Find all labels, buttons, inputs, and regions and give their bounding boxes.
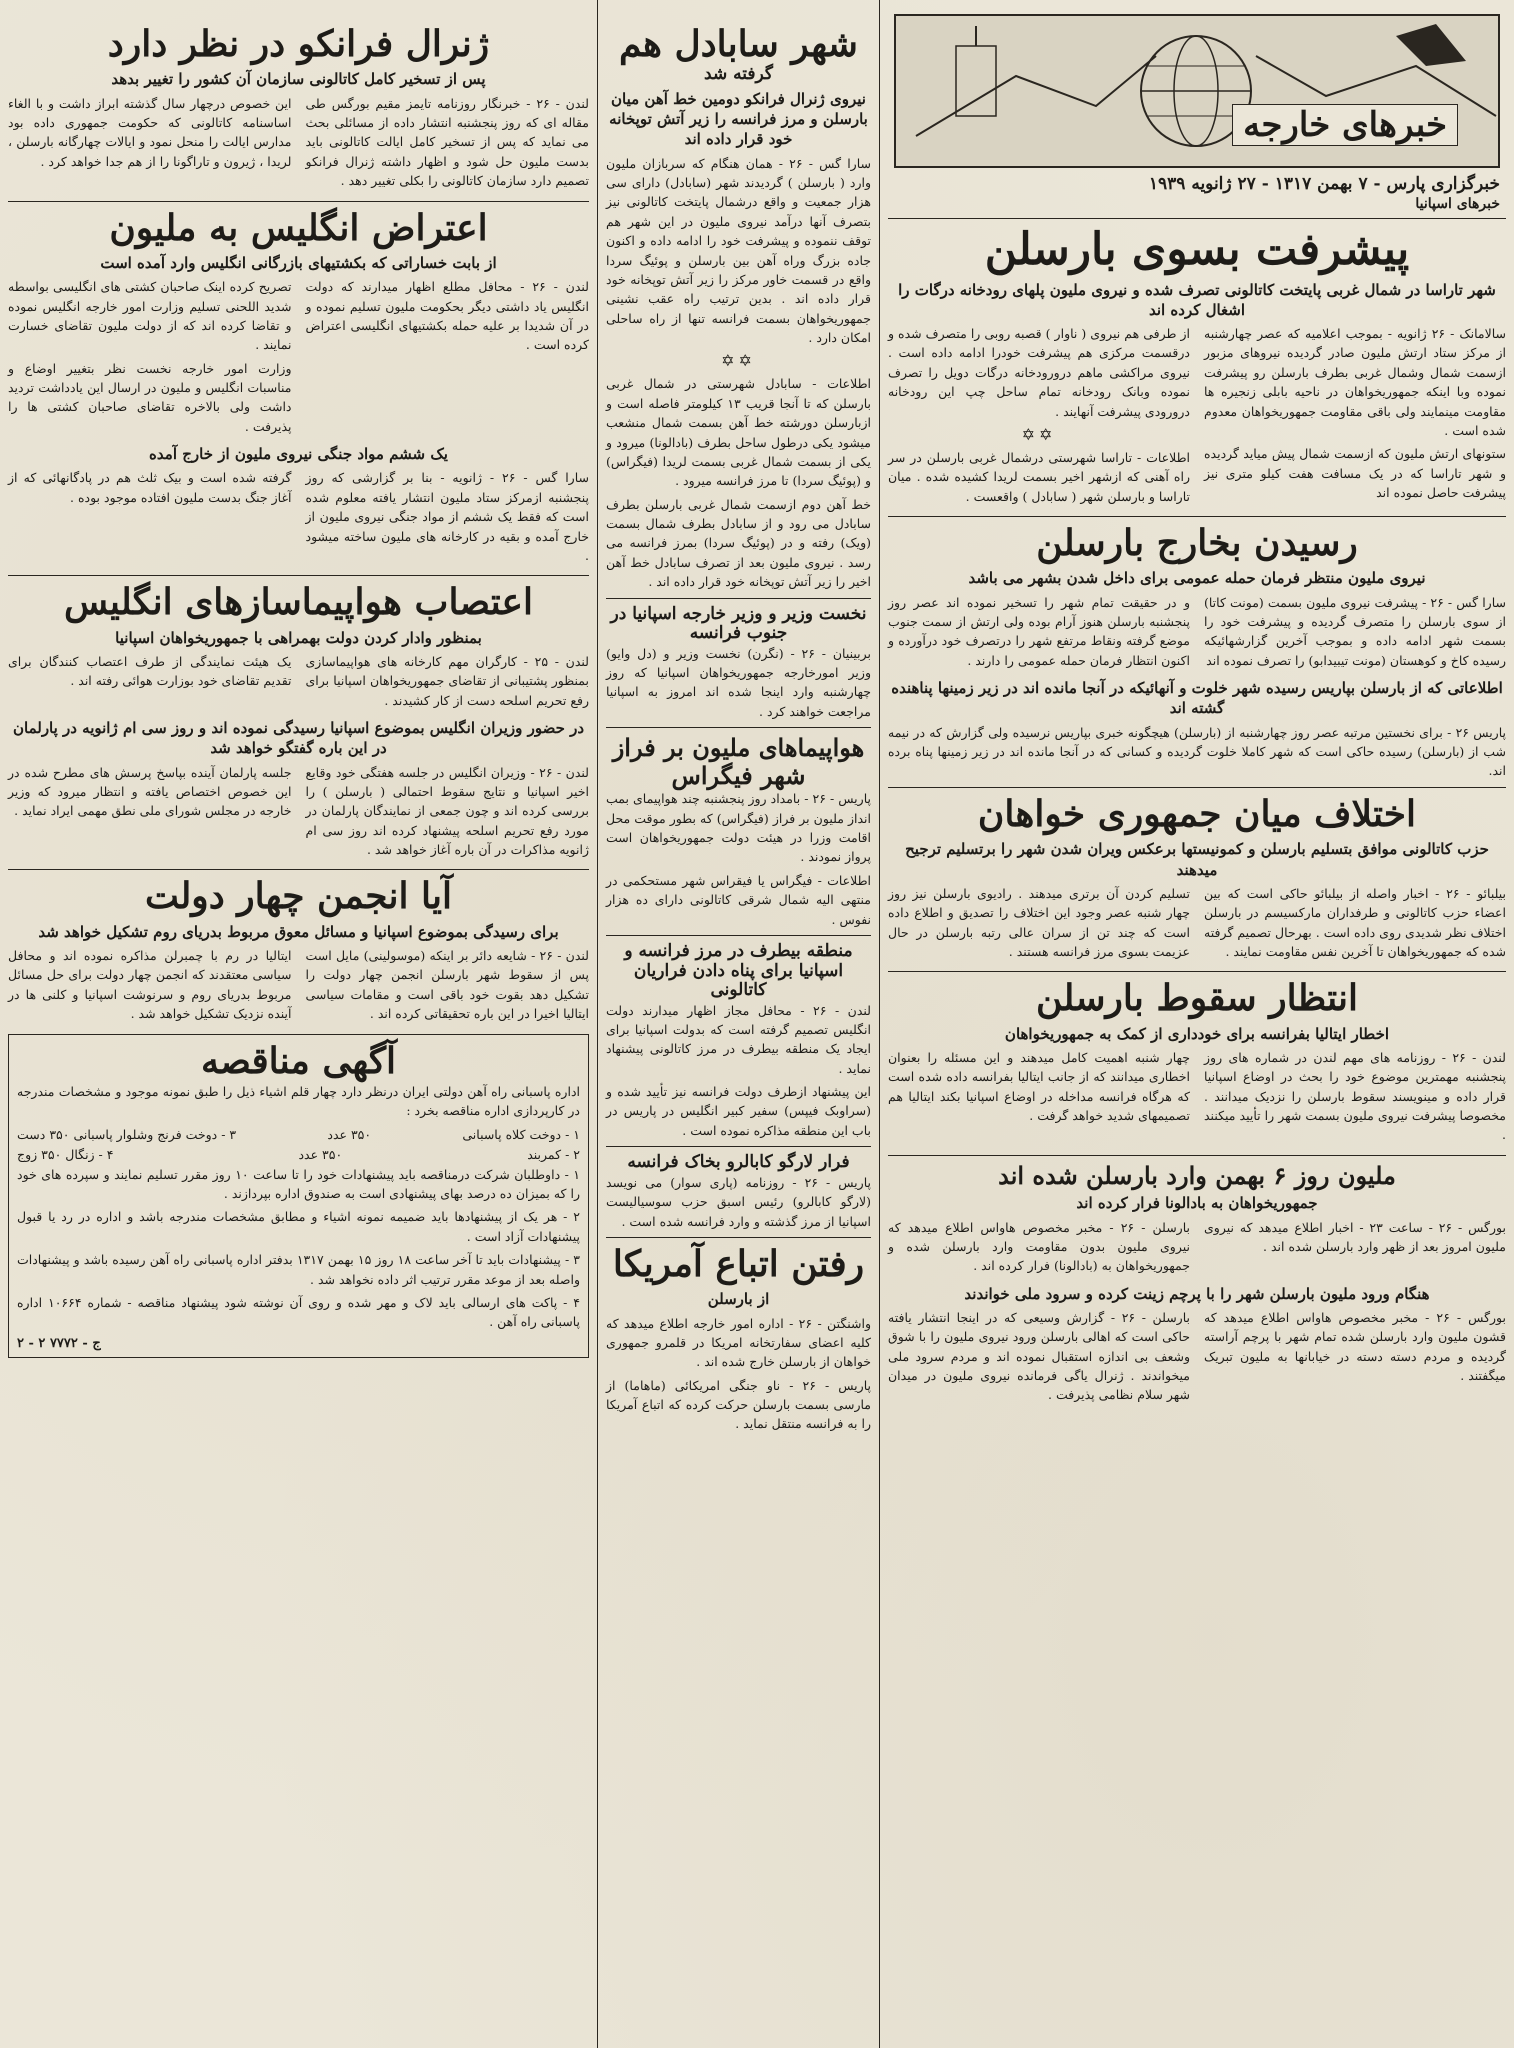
- right-column: [880, 0, 1514, 2048]
- article-subheadline: نیروی ژنرال فرانکو دومین خط آهن میان بارسلن و مرز فرانسه را زیر آتش توپخانه خود قرار داده اند: [609, 89, 868, 149]
- notice-item: ۲ - کمربند: [527, 1146, 580, 1162]
- article-subheadline: نیروی ملیون منتظر فرمان حمله عمومی برای داخل شدن بشهر می باشد: [968, 569, 1426, 588]
- article-subheadline: بمنظور وادار کردن دولت بهمراهی با جمهوریخواهان اسپانیا: [115, 628, 482, 647]
- paragraph: ۱ - داوطلبان شرکت درمناقصه باید پیشنهادات خود را تا ساعت ۱۰ روز مقرر تسلیم نمایند و سپرده های خود را که بمیزان ده درصد بهای پیشنهادی است به صندوق اداره بپردازند .: [17, 1166, 581, 1202]
- paragraph: پاریس ۲۶ - برای نخستین مرتبه عصر روز چهارشنبه از (بارسلن) هیچگونه خبری بپاریس نرسیده ولی گزارش که در نیمه شب از (بارسلن) رسیده حاکی است که شهر کاملا خلوت گردیده و کسانی که در آنجا مانده اند در زیر زمینها پناه برده اند.: [888, 724, 1506, 779]
- notice-intro: اداره پاسبانی راه آهن دولتی ایران درنظر دارد چهار قلم اشیاء ذیل را طبق نمونه موجود و مشخصات مندرجه در کارپردازی اداره مناقصه بخرد :: [17, 1083, 580, 1119]
- paragraph: سارا گس - ۲۶ - همان هنگام که سربازان ملیون وارد ( بارسلن ) گردیدند شهر (سابادل) دارای سی هزار جمعیت و واقع درشمال پایتخت کاتالونی نیز بتصرف آنها درآمد نیروی ملیون در این شهر هم توقف ننموده و پیشرفت خود را ادامه داده و اکنون جاده بزرگ وراه آهن بین بارسلن و پوئیگ سردا واقع در قسمت خاور مرکز را زیر آتش توپخانه خود قرار داده اند . بدین ترتیب راه عقب نشینی جمهوریخواهان بسمت فرانسه تنها از راه ساحلی امکان دارد .: [606, 155, 871, 346]
- paragraph: ۲ - هر یک از پیشنهادها باید ضمیمه نمونه اشیاء و مطابق مشخصات مندرجه باشد و اداره در رد یا قبول پیشنهادات آزاد است .: [17, 1209, 580, 1244]
- divider: [888, 971, 1506, 972]
- article-subheadline: پس از تسخیر کامل کاتالونی سازمان آن کشور را تغییر بدهد: [111, 70, 486, 89]
- paragraph: از طرفی هم نیروی ( ناوار ) قصبه روبی را متصرف شده و درقسمت مرکزی هم پیشرفت خودرا ادامه داده است . نیروی مراکشی ماهم درورودخانه درگات دویل را تصرف نموده وبانک رودخانه تمام ساحل چپ این رودخانه درورودی پیشرفت آنهایند .: [888, 326, 1190, 419]
- paragraph: اطلاعات - فیگراس یا فیقراس شهر مستحکمی در منتهی الیه شمال شرقی کاتالونی دارای ده هزار نفوس .: [606, 872, 871, 927]
- paragraph: وزارت امور خارجه نخست نظر بتغییر اوضاع و مناسبات انگلیس و ملیون در ارسال این یادداشت تردید داشت ولی بالاخره تقاضای صاحبان کشتی ها را پذیرفت .: [8, 360, 292, 434]
- article-subheadline: شهر تاراسا در شمال غربی پایتخت کاتالونی تصرف شده و نیروی ملیون پلهای رودخانه درگات را اشغال کرده اند: [898, 280, 1496, 319]
- divider: [606, 1146, 871, 1147]
- notice-headline: آگهی مناقصه: [200, 1039, 397, 1082]
- paragraph: این خصوص درچهار سال گذشته ابراز داشت و با الغاء اساسنامه کاتالونی که حکومت جمهوری داده بود مدارس ایالت را منحل نمود و ایالات چهارگانه بارسلن ، لریدا ، ژیرون و تاراگونا را از هم جدا خواهد کرد .: [8, 95, 292, 169]
- notice-item-qty: ۳۵۰ عدد: [298, 1146, 343, 1162]
- article-headline-continued: گرفته شد: [704, 64, 773, 85]
- paragraph: یک هیئت نمایندگی از طرف اعتصاب کنندگان برای تقدیم تقاضای خود بوزارت هوائی رفته اند .: [8, 653, 292, 689]
- paragraph: پاریس - ۲۶ - بامداد روز پنجشنبه چند هواپیمای بمب انداز ملیون بر فراز (فیگراس) که بطور موقت محل اقامت وزرا در هیئت دولت جمهوریخواهان است پرواز نمودند .: [606, 791, 871, 865]
- divider: [606, 935, 871, 936]
- paragraph: چهار شنبه اهمیت کامل میدهند و این مسئله را بعنوان اخطاری میدانند که از جانب ایتالیا بفرانسه داده شده است که هرگاه فرانسه مداخله در اوضاع اسپانیا بکند ایتالیا هم تصمیمهای شدید خواهد گرفت .: [888, 1049, 1190, 1124]
- separator-stars: ✡✡: [1021, 424, 1057, 444]
- paragraph: لندن - ۲۶ - روزنامه های مهم لندن در شماره های روز پنجشنبه مهمترین موضوع خود را بحث در اوضاع اسپانیا قرار داده و مینویسند سقوط بارسلن را نزدیک میدانند . مخصوصا پیشرفت نیروی ملیون بسمت شهر را تأیید میکنند .: [1204, 1049, 1506, 1143]
- divider: [8, 575, 589, 576]
- paragraph: و در حقیقت تمام شهر را تسخیر نموده اند عصر روز پنجشنبه بارسلن هنوز آرام بوده ولی ارتش از سمت جنوب موضع گرفته ونقاط مرتفع شهر را درتصرف خود درآورده و اکنون انتظار فرمان حمله عمومی را دارند .: [888, 594, 1190, 668]
- article-body: [8, 468, 589, 569]
- notice-item-row: [17, 1125, 580, 1145]
- paragraph: بارسلن - ۲۶ - مخبر مخصوص هاواس اطلاع میدهد که نیروی ملیون بدون مقاومت وارد بارسلن شده و جمهوریخواهان به (بادالونا) فرار کرده اند .: [888, 1219, 1190, 1274]
- paragraph: این پیشنهاد ازطرف دولت فرانسه نیز تأیید شده و (سراوبک فیپس) سفیر کبیر انگلیس در پاریس در باب این منطقه مذاکره نموده است .: [606, 1084, 871, 1138]
- paragraph: تسلیم کردن آن برتری میدهند . رادیوی بارسلن نیز روز چهار شنبه عصر وجود این اختلاف را تصدیق و اطلاع داده است که چند تن از سران عالی رتبه بارسلن در حال عزیمت بسوی مرز فرانسه هستند .: [888, 885, 1190, 959]
- article-body: [8, 763, 589, 864]
- divider: [888, 218, 1506, 219]
- paragraph: لندن - ۲۶ - شایعه دائر بر اینکه (موسولینی) مایل است پس از سقوط شهر بارسلن انجمن چهار دولت را تشکیل دهد بقوت خود باقی است و مقامات سیاسی ایتالیا اخیرا در این باره تحقیقاتی کرده اند .: [305, 948, 589, 1022]
- paragraph: بارسلن - ۲۶ - گزارش وسیعی که در اینجا انتشار یافته حاکی است که اهالی بارسلن ورود نیروی ملیون را با شوق وشعف بی اندازه استقبال نموده اند و مردم سرود ملی میخواندند . ژنرال یاگی فرمانده نیروی ملیون در میدان شهر سلام نظامی پذیرفت .: [888, 1309, 1190, 1403]
- article-subheadline: حزب کاتالونی موافق بتسلیم بارسلن و کمونیستها برعکس ویران شدن شهر را برتسلیم ترجیح میدهند: [905, 840, 1489, 879]
- notice-item: ۴ - زنگال ۳۵۰ زوج: [17, 1146, 114, 1162]
- masthead-title: خبرهای خارجه: [1232, 104, 1458, 146]
- paragraph: لندن - ۲۶ - محافل مجاز اظهار میدارند دولت انگلیس تصمیم گرفته است که بدولت اسپانیا برای ایجاد یک منطقه بیطرف در مرز کاتالونی پیشنهاد نماید .: [606, 1002, 871, 1076]
- article-headline: اعتصاب هواپیماسازهای انگلیس: [64, 581, 533, 624]
- notice-item: ۱ - دوخت کلاه پاسبانی: [462, 1126, 580, 1142]
- article-body: [888, 884, 1506, 966]
- article-headline: اختلاف میان جمهوری خواهان: [977, 792, 1417, 835]
- article-headline: هواپیماهای ملیون بر فراز شهر فیگراس: [612, 733, 865, 790]
- divider: [606, 727, 871, 728]
- article-subheadline: یک ششم مواد جنگی نیروی ملیون از خارج آمده: [149, 445, 448, 464]
- article-headline: ژنرال فرانکو در نظر دارد: [107, 23, 490, 65]
- article-subheadline: از بارسلن: [707, 1290, 770, 1309]
- paragraph: سارا گس - ۲۶ - ژانویه - بنا بر گزارشی که روز پنجشنبه ازمرکز ستاد ملیون انتشار یافته معلوم شده است که فقط یک ششم از مواد جنگی نیروی ملیون از خارج آمده و بقیه در کارخانه های ملیون ساخته میشود .: [305, 470, 589, 563]
- paragraph: پاریس - ۲۶ - ناو جنگی امریکائی (ماهاما) از مارسی بسمت بارسلن حرکت کرده که اتباع آمریکا را به فرانسه منتقل نماید .: [606, 1377, 871, 1432]
- paragraph: بورگس - ۲۶ - مخبر مخصوص هاواس اطلاع میدهد که قشون ملیون وارد بارسلن شده تمام شهر با پرچم آراسته گردیده و مردم دسته دسته در خیابانها به ملیون تبریک میگفتند .: [1204, 1309, 1506, 1384]
- article-body: [888, 1048, 1506, 1149]
- paragraph: بربینیان - ۲۶ - (نگرن) نخست وزیر و (دل وایو) وزیر امورخارجه جمهوریخواهان اسپانیا که روز چهارشنبه وارد اینجا شده اند امروز به اسپانیا مراجعت خواهند کرد .: [606, 645, 871, 719]
- paragraph: سارا گس - ۲۶ - پیشرفت نیروی ملیون بسمت (مونت کاتا) از سوی بارسلن را متصرف گردیده و پیشرفت خود را بسمت شهر ادامه داده و بموجب آخرین گزارشهائیکه رسیده کاخ و کوهستان (مونت تیبیدابو) را تصرف نموده اند: [1204, 594, 1506, 668]
- article-headline: نخست وزیر و وزیر خارجه اسپانیا در جنوب فرانسه: [610, 603, 867, 644]
- article-headline: فرار لارگو کابالرو بخاک فرانسه: [627, 1152, 850, 1173]
- section-label: خبرهای اسپانیا: [1415, 196, 1500, 212]
- notice-code: ۲ - ۲ ۷۷۷۲ - ج: [17, 1335, 101, 1351]
- dateline: خبرگزاری پارس - ۷ بهمن ۱۳۱۷ - ۲۷ ژانویه ۱۹۳۹: [1148, 174, 1500, 194]
- article-headline: رفتن اتباع آمریکا: [612, 1242, 865, 1285]
- divider: [8, 869, 589, 870]
- article-headline: پیشرفت بسوی بارسلن: [984, 224, 1410, 275]
- notice-item: ۳ - دوخت فرنج وشلوار پاسبانی ۳۵۰ دست: [17, 1126, 237, 1142]
- tender-notice: [8, 1034, 589, 1358]
- paragraph: ستونهای ارتش ملیون که ازسمت شمال پیش میاید گردیده و شهر تاراسا که در یک مسافت هفت کیلو متری نیز پیشرفت حاصل نموده اند: [1204, 446, 1506, 501]
- paragraph: ۳ - پیشنهادات باید تا آخر ساعت ۱۸ روز ۱۵ بهمن ۱۳۱۷ بدفتر اداره پاسبانی راه آهن رسیده باشد و پیشنهادات واصله بعد از موعد مقرر ترتیب اثر داده نخواهد شد .: [17, 1252, 580, 1287]
- divider: [606, 1237, 871, 1238]
- article-headline: منطقه بیطرف در مرز فرانسه و اسپانیا برای پناه دادن فراریان کاتالونی: [624, 940, 853, 1001]
- article-body: [8, 94, 589, 195]
- article-subheadline: جمهوریخواهان به بادالونا فرار کرده اند: [1076, 1194, 1318, 1213]
- article-headline: آیا انجمن چهار دولت: [144, 875, 452, 918]
- paragraph: لندن - ۲۵ - کارگران مهم کارخانه های هواپیماسازی بمنظور پشتیبانی از تقاضای جمهوریخواهان اسپانیا برای رفع تحریم اسلحه دست از کار کشیدند .: [305, 653, 589, 708]
- paragraph: لندن - ۲۶ - خبرنگار روزنامه تایمز مقیم بورگس طی مقاله ای که روز پنجشنبه انتشار داده از مسائلی بحث می نماید که پس از تسخیر کامل ایالت کاتالونی باید بدست ملیون حل شود و اظهار داشته ژنرال فرانکو تصمیم دارد سازمان کاتالونی را بکلی تغییر دهد .: [305, 95, 589, 189]
- paragraph: سالامانک - ۲۶ ژانویه - بموجب اعلامیه که عصر چهارشنبه از مرکز ستاد ارتش ملیون صادر گردیده نیروهای مزبور ازسمت شمال وشمال غربی بطرف بارسلن رو پیشرفت نموده وبا اینکه جمهوریخواهان در ناحیه بابلی زنجیره ها مقاومت مینمایند ولی باقی مقاومت جمهوریخواهان معدوم شده است .: [1204, 326, 1506, 438]
- divider: [606, 598, 871, 599]
- middle-column: [598, 0, 880, 2048]
- paragraph: اطلاعات - تاراسا شهرستی درشمال غربی بارسلن در سر راه آهنی که ازشهر اخیر بسمت لریدا کشیده شده . میان تاراسا و بارسلن شهر ( سابادل ) واقعست .: [888, 449, 1190, 504]
- article-body: [888, 593, 1506, 675]
- paragraph: خط آهن دوم ازسمت شمال غربی بارسلن بطرف سابادل می رود و از سابادل بطرف شمال بسمت (ویک) رفته و در (پوئیگ سردا) بمرز فرانسه می رسد . نیروی ملیون بعد از تصرف سابادل خط آهن اخیر را زیر آتش توپخانه خود قرار داده اند .: [606, 496, 871, 590]
- divider: [8, 201, 589, 202]
- article-headline: انتظار سقوط بارسلن: [1036, 977, 1358, 1020]
- paragraph: بورگس - ۲۶ - ساعت ۲۳ - اخبار اطلاع میدهد که نیروی ملیون امروز بعد از ظهر وارد بارسلن شده اند .: [1204, 1219, 1506, 1254]
- paragraph: بیلبائو - ۲۶ - اخبار واصله از بیلبائو حاکی است که بین اعضاء حزب کاتالونی و طرفداران مارکسیسم در بارسلن اختلاف نظر شدیدی روی داده است . بهرحال تصمیم گرفته شده که جمهوریخواهان تا آخرین نفس مقاومت نمایند .: [1204, 885, 1507, 959]
- paragraph: گرفته شده است و بیک ثلث هم در پادگانهائی که از آغاز جنگ بدست ملیون افتاده موجود بوده .: [8, 470, 292, 505]
- paragraph: پاریس - ۲۶ - روزنامه (پاری سوار) می نویسد (لارگو کابالرو) رئیس اسبق حزب سوسیالیست اسپانیا از مرز گذشته و وارد فرانسه شده است .: [606, 1174, 871, 1229]
- article-body: [888, 1218, 1506, 1280]
- article-headline: ملیون روز ۶ بهمن وارد بارسلن شده اند: [998, 1160, 1396, 1190]
- article-body: [8, 946, 589, 1028]
- article-headline: رسیدن بخارج بارسلن: [1036, 522, 1358, 565]
- article-subheadline: هنگام ورود ملیون بارسلن شهر را با پرچم زینت کرده و سرود ملی خواندند: [964, 1284, 1430, 1303]
- article-subheadline: از بابت خساراتی که بکشتیهای بازرگانی انگلیس وارد آمده است: [100, 253, 497, 272]
- article-subheadline: در حضور وزیران انگلیس بموضوع اسپانیا رسیدگی نموده اند و روز سی ام ژانویه در پارلمان در این باره گفتگو خواهد شد: [12, 719, 585, 758]
- paragraph: واشنگتن - ۲۶ - اداره امور خارجه اطلاع میدهد که کلیه اعضای سفارتخانه امریکا در قلمرو جمهوری خواهان از بارسلن خارج شده اند .: [606, 1315, 871, 1370]
- left-column: [0, 0, 598, 2048]
- divider: [888, 1155, 1506, 1156]
- paragraph: جلسه پارلمان آینده بپاسخ پرسش های مطرح شده در این خصوص اختصاص یافته و انتظار میرود که وزیر خارجه در مجلس شورای ملی نطق مهمی ایراد نماید .: [8, 764, 292, 819]
- divider: [888, 516, 1506, 517]
- article-body: [888, 1308, 1506, 1409]
- paragraph: ایتالیا در رم با چمبرلن مذاکره نموده اند و محافل سیاسی معتقدند که انجمن چهار دولت برای حل مسائل مربوط بدریای روم و سرنوشت اسپانیا و کلنی ها در آینده نزدیک تشکیل خواهد شد .: [8, 948, 292, 1022]
- paragraph: تصریح کرده اینک صاحبان کشتی های انگلیسی بواسطه شدید اللحنی تسلیم وزارت امور خارجه انگلیس نموده و تقاضا کرده اند که از دولت ملیون تقاضای خسارت نمایند .: [8, 279, 292, 353]
- paragraph: لندن - ۲۶ - وزیران انگلیس در جلسه هفتگی خود وقایع اخیر اسپانیا و نتایج سقوط احتمالی ( بارسلن ) را بررسی کرده اند و چون جمعی از نمایندگان پارلمان در مورد رفع تحریم اسلحه پیشنهاد کرده اند روز سی ام ژانویه مذاکرات در آن باره آغاز خواهد شد .: [305, 764, 589, 858]
- article-subheadline: برای رسیدگی بموضوع اسپانیا و مسائل معوق مربوط بدریای روم تشکیل خواهد شد: [38, 922, 559, 941]
- notice-item-qty: ۳۵۰ عدد: [327, 1126, 372, 1142]
- notice-item-row: [17, 1145, 580, 1165]
- article-subheadline: اخطار ایتالیا بفرانسه برای خودداری از کمک به جمهوریخواهان: [1004, 1024, 1390, 1043]
- divider: [888, 787, 1506, 788]
- masthead: [894, 14, 1500, 168]
- article-body: [8, 277, 589, 440]
- paragraph: اطلاعات - سابادل شهرستی در شمال غربی بارسلن که تا آنجا قریب ۱۳ کیلومتر فاصله است و ازبارسلن دورشته خط آهن بسمت شمال منشعب میشود یکی درطول ساحل بطرف (بادالونا) میرود و یکی از بسمت شمال غربی بسمت لریدا (فیگراس) و (پوئیگ سردا) تا مرز فرانسه میرود .: [606, 376, 871, 489]
- article-subheadline: اطلاعاتی که از بارسلن بپاریس رسیده شهر خلوت و آنهائیکه در آنجا مانده اند در زیر زمینها پناهنده گشته اند: [891, 679, 1503, 718]
- paragraph: لندن - ۲۶ - محافل مطلع اظهار میدارند که دولت انگلیس یاد داشتی دیگر بحکومت ملیون تسلیم نموده و در آن شدیدا بر علیه حمله بکشتیهای انگلیسی اعتراض کرده است .: [305, 279, 589, 353]
- paragraph: ۴ - پاکت های ارسالی باید لاک و مهر شده و روی آن نوشته شود پیشنهاد مناقصه - شماره ۱۰۶۶۴ اداره پاسبانی راه آهن .: [17, 1294, 580, 1330]
- article-body: [888, 324, 1506, 510]
- separator-stars: ✡✡: [721, 351, 756, 371]
- article-body: [8, 652, 589, 714]
- article-headline: اعتراض انگلیس به ملیون: [109, 206, 488, 249]
- article-headline: شهر سابادل هم: [619, 23, 858, 65]
